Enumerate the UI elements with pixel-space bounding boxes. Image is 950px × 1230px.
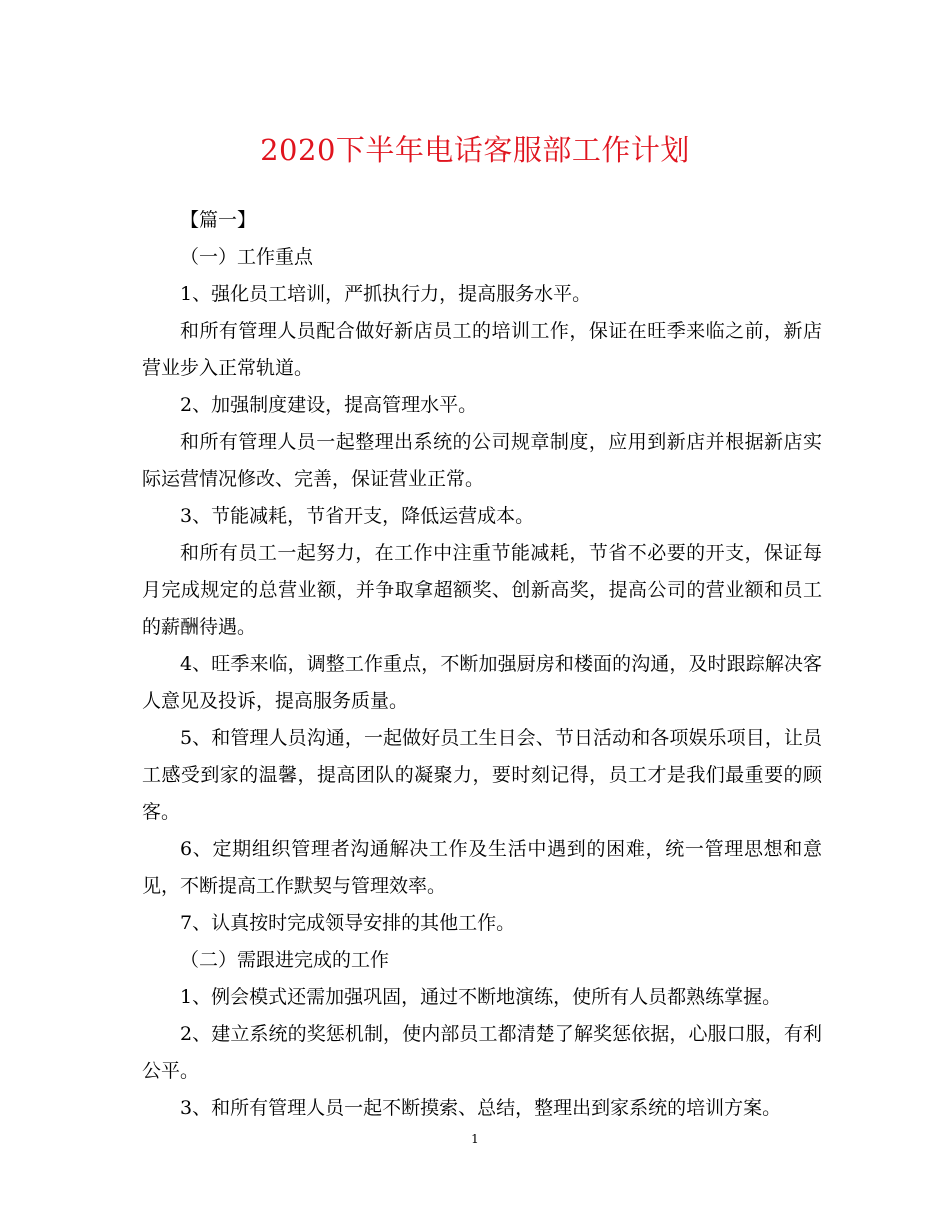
page-number: 1 — [471, 1132, 479, 1146]
section-label: 【篇一】 — [180, 209, 257, 231]
paragraph: 和所有员工一起努力，在工作中注重节能减耗，节省不必要的开支，保证每月完成规定的总营业额，并争取拿超额奖、创新高奖，提高公司的营业额和员工的薪酬待遇。 — [142, 542, 822, 638]
list-item: 3、节能减耗，节省开支，降低运营成本。 — [180, 505, 535, 527]
list-item: 7、认真按时完成领导安排的其他工作。 — [180, 912, 516, 934]
list-item: 1、强化员工培训，严抓执行力，提高服务水平。 — [180, 283, 592, 305]
document-title: 2020下半年电话客服部工作计划 — [260, 133, 690, 167]
paragraph: 和所有管理人员配合做好新店员工的培训工作，保证在旺季来临之前，新店营业步入正常轨道。 — [142, 320, 822, 379]
subheading-work-focus: （一）工作重点 — [180, 246, 314, 268]
list-item: 2、建立系统的奖惩机制，使内部员工都清楚了解奖惩依据，心服口服，有利公平。 — [142, 1023, 822, 1082]
list-item: 3、和所有管理人员一起不断摸索、总结，整理出到家系统的培训方案。 — [180, 1097, 782, 1119]
paragraph: 和所有管理人员一起整理出系统的公司规章制度，应用到新店并根据新店实际运营情况修改、完善，保证营业正常。 — [142, 431, 822, 490]
subheading-follow-up: （二）需跟进完成的工作 — [180, 949, 390, 971]
list-item: 1、例会模式还需加强巩固，通过不断地演练，使所有人员都熟练掌握。 — [180, 986, 782, 1008]
list-item: 2、加强制度建设，提高管理水平。 — [180, 394, 478, 416]
list-item: 5、和管理人员沟通，一起做好员工生日会、节日活动和各项娱乐项目，让员工感受到家的温馨，提高团队的凝聚力，要时刻记得，员工才是我们最重要的顾客。 — [142, 727, 822, 823]
list-item: 6、定期组织管理者沟通解决工作及生活中遇到的困难，统一管理思想和意见，不断提高工作默契与管理效率。 — [142, 838, 822, 897]
document-body — [142, 202, 822, 1127]
list-item: 4、旺季来临，调整工作重点，不断加强厨房和楼面的沟通，及时跟踪解决客人意见及投诉，提高服务质量。 — [142, 653, 822, 712]
